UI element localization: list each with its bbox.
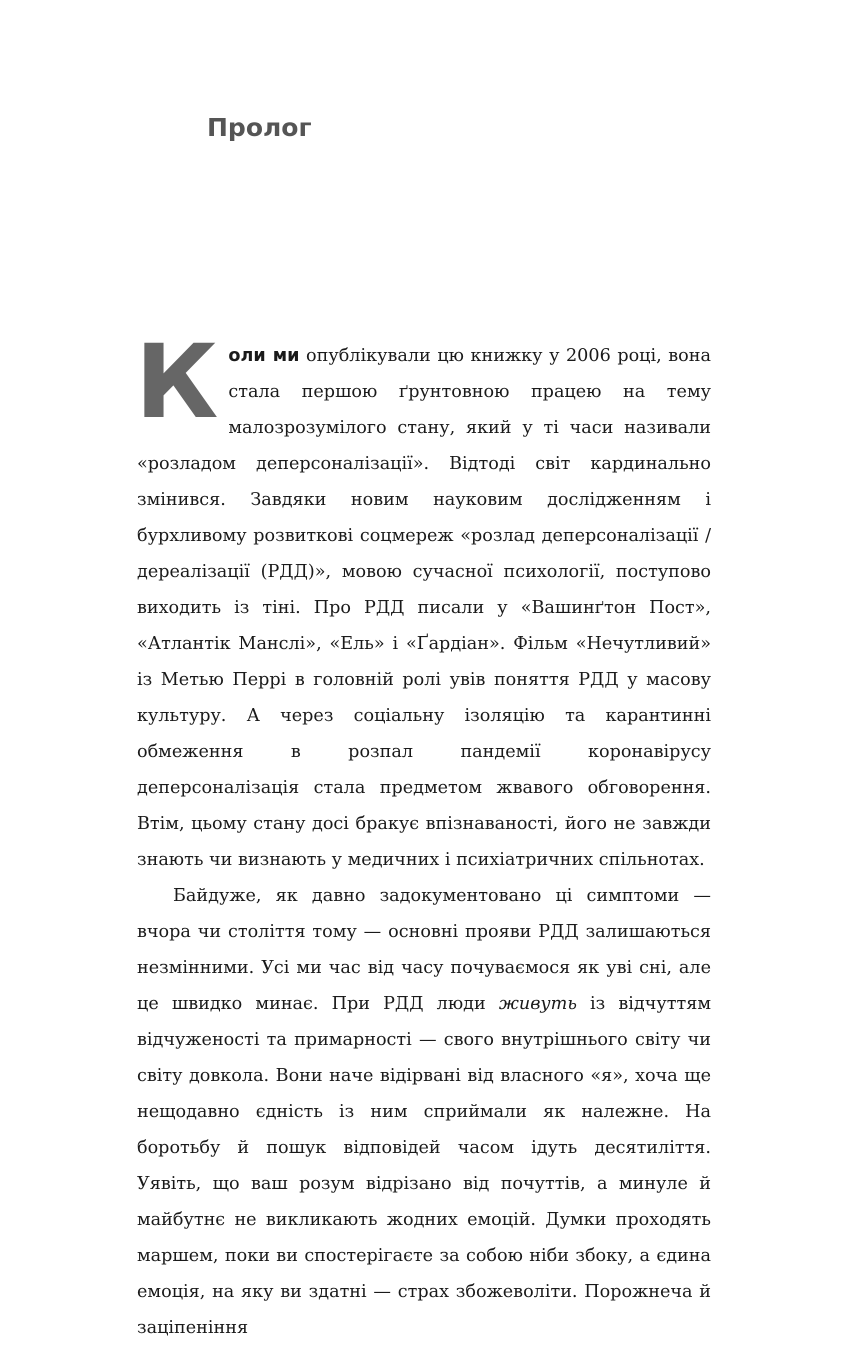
chapter-title: Пролог	[207, 113, 312, 142]
drop-cap: К	[135, 323, 219, 442]
body-text	[135, 323, 711, 1346]
paragraph-2-text-end: із відчуттям відчуженості та примарності — свого внутрішнього світу чи світу довкола. Вони наче відірвані від власного «я», хоча ще нещодавно єдність із ним сприймали як належне. На боротьбу й пошук відповідей часом ідуть десятиліття. Уявіть, що ваш розум відрізано від почуттів, а минуле й майбутнє не викликають жодних емоцій. Думки проходять маршем, поки ви спостерігаєте за собою ніби збоку, а єдина емоція, на яку ви здатні — страх збожеволіти. Порожнеча й заціпеніння	[137, 994, 711, 1338]
paragraph-2-text-start: Байдуже, як давно задокументовано ці симптоми — вчора чи століття тому — основні прояви РДД залишаються незмінними. Усі ми час від часу почуваємося як уві сні, але це швидко минає. При РДД люди	[137, 886, 711, 1014]
paragraph-2	[137, 878, 711, 1346]
paragraph-1	[135, 323, 711, 878]
emphasis: живуть	[498, 994, 577, 1014]
lead-words: оли ми	[228, 346, 300, 366]
paragraph-1-text: опублікували цю книжку у 2006 році, вона стала першою ґрунтовною працею на тему малозрозумілого стану, який у ті часи називали «розладом деперсоналізації». Відтоді світ кардинально змінився. Завдяки новим науковим дослідженням і бурхливому розвиткові соцмереж «розлад деперсоналізації / дереалізації (РДД)», мовою сучасної психології, поступово виходить із тіні. Про РДД писали у «Вашинґтон Пост», «Атлантік Манслі», «Ель» і «Ґардіан». Фільм «Нечутливий» із Метью Перрі в головній ролі увів поняття РДД у масову культуру. А через соціальну ізоляцію та карантинні обмеження в розпал пандемії коронавірусу деперсоналізація стала предметом жвавого обговорення. Втім, цьому стану досі бракує впізнаваності, його не завжди знають чи визнають у медичних і психіатричних спільнотах.	[137, 346, 711, 870]
